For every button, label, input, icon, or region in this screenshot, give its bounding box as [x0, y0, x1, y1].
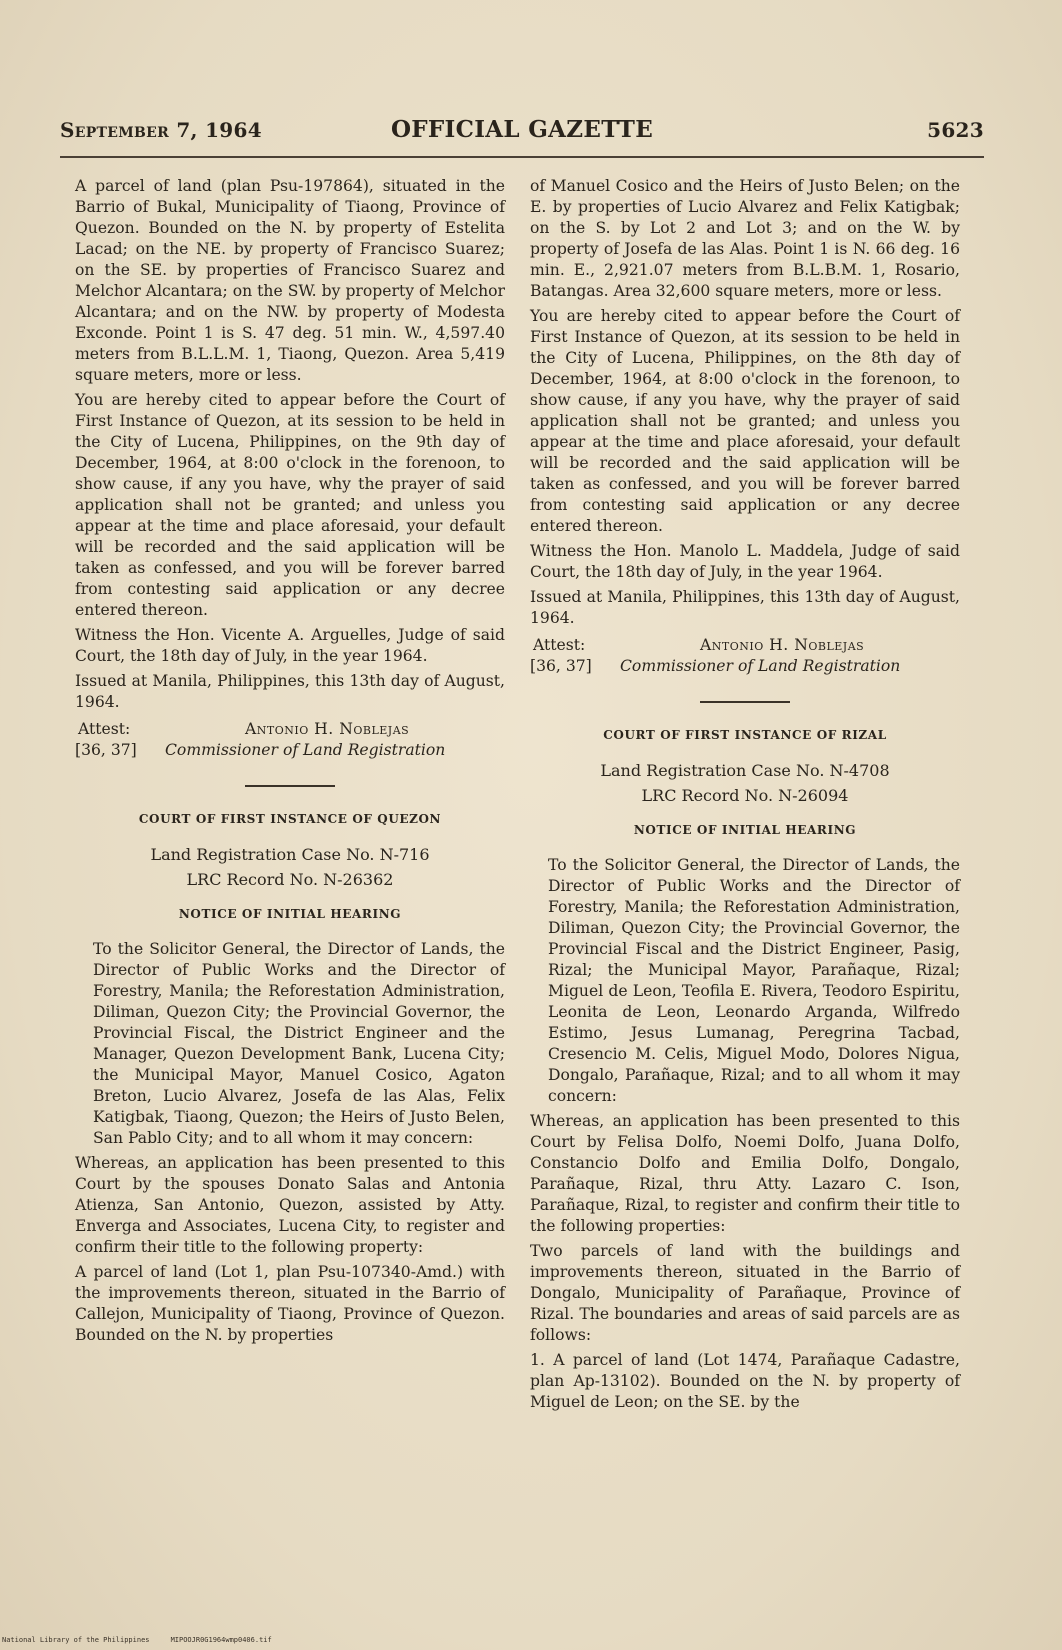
court-heading: COURT OF FIRST INSTANCE OF RIZAL	[603, 728, 887, 742]
notice-heading: NOTICE OF INITIAL HEARING	[633, 823, 857, 837]
case-number: Land Registration Case No. N-716	[150, 845, 430, 864]
right-column	[530, 176, 960, 1417]
addressees: To the Solicitor General, the Director of Lands, the Director of Public Works and the Director of Forestry, Manila; the Reforestation Administration, Diliman, Quezon City; the Provincial Governor, the Provincial Fiscal, the District Engineer and the Manager, Quezon Development Bank, Lucena City; the Municipal Mayor, Manuel Cosico, Agaton Breton, Lucio Alvarez, Josefa de las Alas, Felix Katigbak, Tiaong, Quezon; the Heirs of Justo Belen, San Pablo City; and to all whom it may concern:	[93, 940, 505, 1147]
paragraph: Whereas, an application has been presented to this Court by the spouses Donato Salas and Antonia Atienza, San Antonio, Quezon, assisted by Atty. Enverga and Associates, Lucena City, to register and confirm their title to the following property:	[75, 1154, 505, 1256]
notice-heading: NOTICE OF INITIAL HEARING	[178, 907, 402, 921]
scan-footer: National Library of the Philippines MIPOOJR0G1964wmp0406.tif	[2, 1636, 272, 1644]
court-heading: COURT OF FIRST INSTANCE OF QUEZON	[138, 812, 442, 826]
signatory-title: Commissioner of Land Registration	[165, 741, 446, 759]
paragraph: Witness the Hon. Manolo L. Maddela, Judge of said Court, the 18th day of July, in the year 1964.	[530, 542, 960, 581]
paragraph: You are hereby cited to appear before the Court of First Instance of Quezon, at its session to be held in the City of Lucena, Philippines, on the 8th day of December, 1964, at 8:00 o'clock in the forenoon, to show cause, if any you have, why the prayer of said application shall not be granted; and unless you appear at the time and place aforesaid, your default will be recorded and the said application will be taken as confessed, and you will be forever barred from contesting said application or any decree entered thereon.	[530, 307, 960, 535]
header-rule	[60, 156, 984, 158]
attest-reference: [36, 37]	[75, 741, 137, 759]
signatory-name: Antonio H. Noblejas	[700, 636, 865, 654]
lrc-record: LRC Record No. N-26094	[641, 786, 849, 805]
lrc-record: LRC Record No. N-26362	[186, 870, 394, 889]
signatory-name: Antonio H. Noblejas	[245, 720, 410, 738]
paragraph: Issued at Manila, Philippines, this 13th day of August, 1964.	[530, 588, 960, 627]
paragraph: Issued at Manila, Philippines, this 13th day of August, 1964.	[75, 672, 505, 711]
attest-block	[75, 719, 505, 763]
left-column	[75, 176, 505, 1350]
attest-label: Attest:	[533, 636, 586, 654]
page-header	[60, 118, 984, 152]
addressees: To the Solicitor General, the Director of Lands, the Director of Public Works and the Director of Forestry, Manila; the Reforestation Administration, Diliman, Quezon City; the Provincial Governor, the Provincial Fiscal and the District Engineer, Pasig, Rizal; the Municipal Mayor, Parañaque, Rizal; Miguel de Leon, Teofila E. Rivera, Teodoro Espiritu, Leonita de Leon, Leonardo Arganda, Wilfredo Estimo, Jesus Lumanag, Peregrina Tacbad, Cresencio M. Celis, Miguel Modo, Dolores Nigua, Dongalo, Parañaque, Rizal; and to all whom it may concern:	[548, 856, 960, 1105]
paragraph: A parcel of land (Lot 1, plan Psu-107340-Amd.) with the improvements thereon, situated in the Barrio of Callejon, Municipality of Tiaong, Province of Quezon. Bounded on the N. by properties	[75, 1263, 505, 1344]
attest-reference: [36, 37]	[530, 657, 592, 675]
header-date: September 7, 1964	[60, 118, 262, 142]
page-number: 5623	[927, 118, 984, 142]
section-divider	[700, 701, 790, 703]
signatory-title: Commissioner of Land Registration	[620, 657, 901, 675]
paragraph: A parcel of land (plan Psu-197864), situated in the Barrio of Bukal, Municipality of Tiaong, Province of Quezon. Bounded on the N. by property of Estelita Lacad; on the NE. by property of Francisco Suarez; on the SE. by properties of Francisco Suarez and Melchor Alcantara; on the SW. by property of Melchor Alcantara; and on the NW. by property of Modesta Exconde. Point 1 is S. 47 deg. 51 min. W., 4,597.40 meters from B.L.L.M. 1, Tiaong, Quezon. Area 5,419 square meters, more or less.	[75, 177, 505, 384]
paragraph: You are hereby cited to appear before the Court of First Instance of Quezon, at its session to be held in the City of Lucena, Philippines, on the 9th day of December, 1964, at 8:00 o'clock in the forenoon, to show cause, if any you have, why the prayer of said application shall not be granted; and unless you appear at the time and place aforesaid, your default will be recorded and the said application will be taken as confessed, and you will be forever barred from contesting said application or any decree entered thereon.	[75, 391, 505, 619]
paragraph: of Manuel Cosico and the Heirs of Justo Belen; on the E. by properties of Lucio Alvarez and Felix Katigbak; on the S. by Lot 2 and Lot 3; and on the W. by property of Josefa de las Alas. Point 1 is N. 66 deg. 16 min. E., 2,921.07 meters from B.L.B.M. 1, Rosario, Batangas. Area 32,600 square meters, more or less.	[530, 177, 960, 300]
attest-block	[530, 635, 960, 679]
attest-label: Attest:	[78, 720, 131, 738]
paragraph: Two parcels of land with the buildings and improvements thereon, situated in the Barrio of Dongalo, Municipality of Parañaque, Province of Rizal. The boundaries and areas of said parcels are as follows:	[530, 1242, 960, 1344]
publication-title: OFFICIAL GAZETTE	[390, 116, 654, 143]
section-divider	[245, 785, 335, 787]
paragraph: 1. A parcel of land (Lot 1474, Parañaque Cadastre, plan Ap-13102). Bounded on the N. by property of Miguel de Leon; on the SE. by the	[530, 1351, 960, 1411]
case-number: Land Registration Case No. N-4708	[600, 761, 890, 780]
paragraph: Whereas, an application has been presented to this Court by Felisa Dolfo, Noemi Dolfo, Juana Dolfo, Constancio Dolfo and Emilia Dolfo, Dongalo, Parañaque, Rizal, thru Atty. Lazaro C. Ison, Parañaque, Rizal, to register and confirm their title to the following properties:	[530, 1112, 960, 1235]
paragraph: Witness the Hon. Vicente A. Arguelles, Judge of said Court, the 18th day of July, in the year 1964.	[75, 626, 505, 665]
